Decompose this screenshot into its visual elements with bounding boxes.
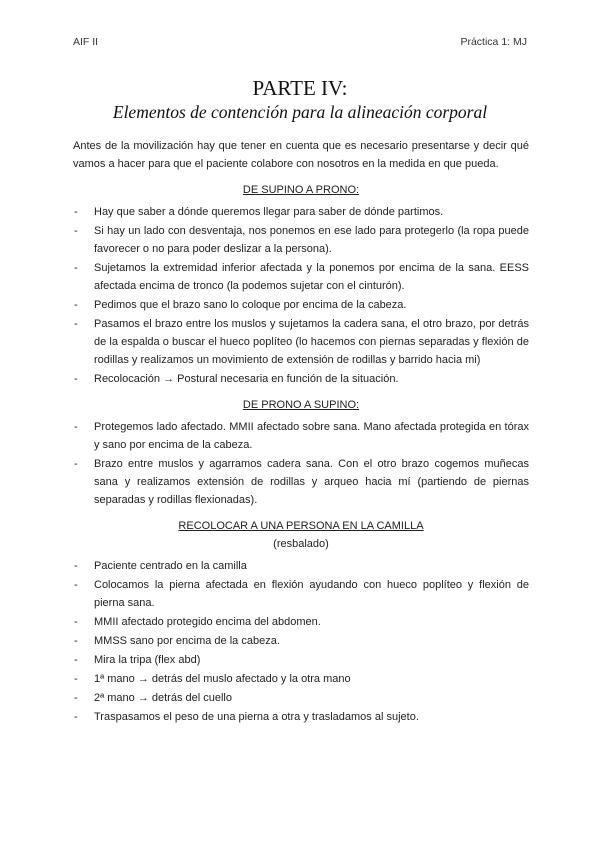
document-body (73, 137, 529, 734)
bullet-dash: - (74, 225, 78, 237)
bullet-dash: - (74, 579, 78, 591)
bullet-dash: - (74, 560, 78, 572)
list-item (73, 632, 529, 650)
bullet-dash: - (74, 711, 78, 723)
bullet-dash: - (74, 692, 78, 704)
bullet-dash: - (74, 616, 78, 628)
list-item (73, 222, 529, 258)
section-heading-prono-supino: DE PRONO A SUPINO: (242, 399, 360, 411)
list-item (73, 670, 529, 688)
list-item (73, 613, 529, 631)
list-item-text: Pasamos el brazo entre los muslos y sujetamos la cadera sana, el otro brazo, por detrás de la espalda o buscar el hueco poplíteo (lo hacemos con piernas separadas y flexión de rodillas y realizamos un movimiento de extensión de rodillas y barrido hacia mi) (94, 318, 529, 366)
list-item-text: Hay que saber a dónde queremos llegar para saber de dónde partimos. (94, 206, 444, 218)
bullet-dash: - (74, 654, 78, 666)
section-heading-recolocar: RECOLOCAR A UNA PERSONA EN LA CAMILLA (178, 520, 424, 532)
bullet-dash: - (74, 318, 78, 330)
list-item (73, 689, 529, 707)
list-item-text: Sujetamos la extremidad inferior afectada y la ponemos por encima de la sana. EESS afectada encima de tronco (la podemos sujetar con el cinturón). (94, 262, 529, 292)
list-item (73, 708, 529, 726)
list-item (73, 259, 529, 295)
list-item (73, 418, 529, 454)
section-note: (resbalado) (273, 538, 329, 550)
list-item-text: Paciente centrado en la camilla (94, 560, 247, 572)
list-item (73, 455, 529, 509)
list-item-text: Colocamos la pierna afectada en flexión ayudando con hueco poplíteo y flexión de pierna sana. (94, 579, 529, 609)
bullet-dash: - (74, 421, 78, 433)
list-item-text: MMII afectado protegido encima del abdomen. (94, 616, 321, 628)
header-practice: Práctica 1: MJ (460, 36, 527, 48)
page-subtitle: Elementos de contención para la alineación corporal (112, 102, 488, 122)
list-supino-prono (73, 203, 529, 388)
list-item-text: Brazo entre muslos y agarramos cadera sana. Con el otro brazo cogemos muñecas sana y realizamos extensión de rodillas y arqueo hacia mí (partiendo de piernas separadas y rodillas flexionadas). (94, 458, 529, 506)
list-item (73, 315, 529, 369)
intro-paragraph: Antes de la movilización hay que tener en cuenta que es necesario presentarse y decir qué vamos a hacer para que el paciente colabore con nosotros en la medida en que pueda. (73, 140, 529, 170)
bullet-dash: - (74, 673, 78, 685)
page-title: PARTE IV: (252, 76, 348, 100)
bullet-dash: - (74, 299, 78, 311)
header-course: AIF II (73, 36, 99, 48)
list-item-text: 2ª mano → detrás del cuello (94, 692, 232, 704)
section-heading-supino-prono: DE SUPINO A PRONO: (242, 184, 360, 196)
list-item-text: MMSS sano por encima de la cabeza. (94, 635, 280, 647)
list-item-text: Pedimos que el brazo sano lo coloque por encima de la cabeza. (94, 299, 407, 311)
bullet-dash: - (74, 458, 78, 470)
list-item (73, 557, 529, 575)
list-item (73, 203, 529, 221)
bullet-dash: - (74, 635, 78, 647)
list-item-text: Traspasamos el peso de una pierna a otra y trasladamos al sujeto. (94, 711, 419, 723)
bullet-dash: - (74, 206, 78, 218)
list-item (73, 370, 529, 388)
list-item-text: 1ª mano → detrás del muslo afectado y la otra mano (94, 673, 351, 685)
bullet-dash: - (74, 373, 78, 385)
list-item (73, 296, 529, 314)
list-recolocar (73, 557, 529, 726)
list-item-text: Recolocación → Postural necesaria en función de la situación. (94, 373, 399, 385)
list-item-text: Protegemos lado afectado. MMII afectado sobre sana. Mano afectada protegida en tórax y sano por encima de la cabeza. (94, 421, 529, 451)
list-item (73, 576, 529, 612)
list-item-text: Mira la tripa (flex abd) (94, 654, 201, 666)
list-item-text: Si hay un lado con desventaja, nos ponemos en ese lado para protegerlo (la ropa puede favorecer o no para poder deslizar a la persona). (94, 225, 529, 255)
list-item (73, 651, 529, 669)
bullet-dash: - (74, 262, 78, 274)
list-prono-supino (73, 418, 529, 509)
